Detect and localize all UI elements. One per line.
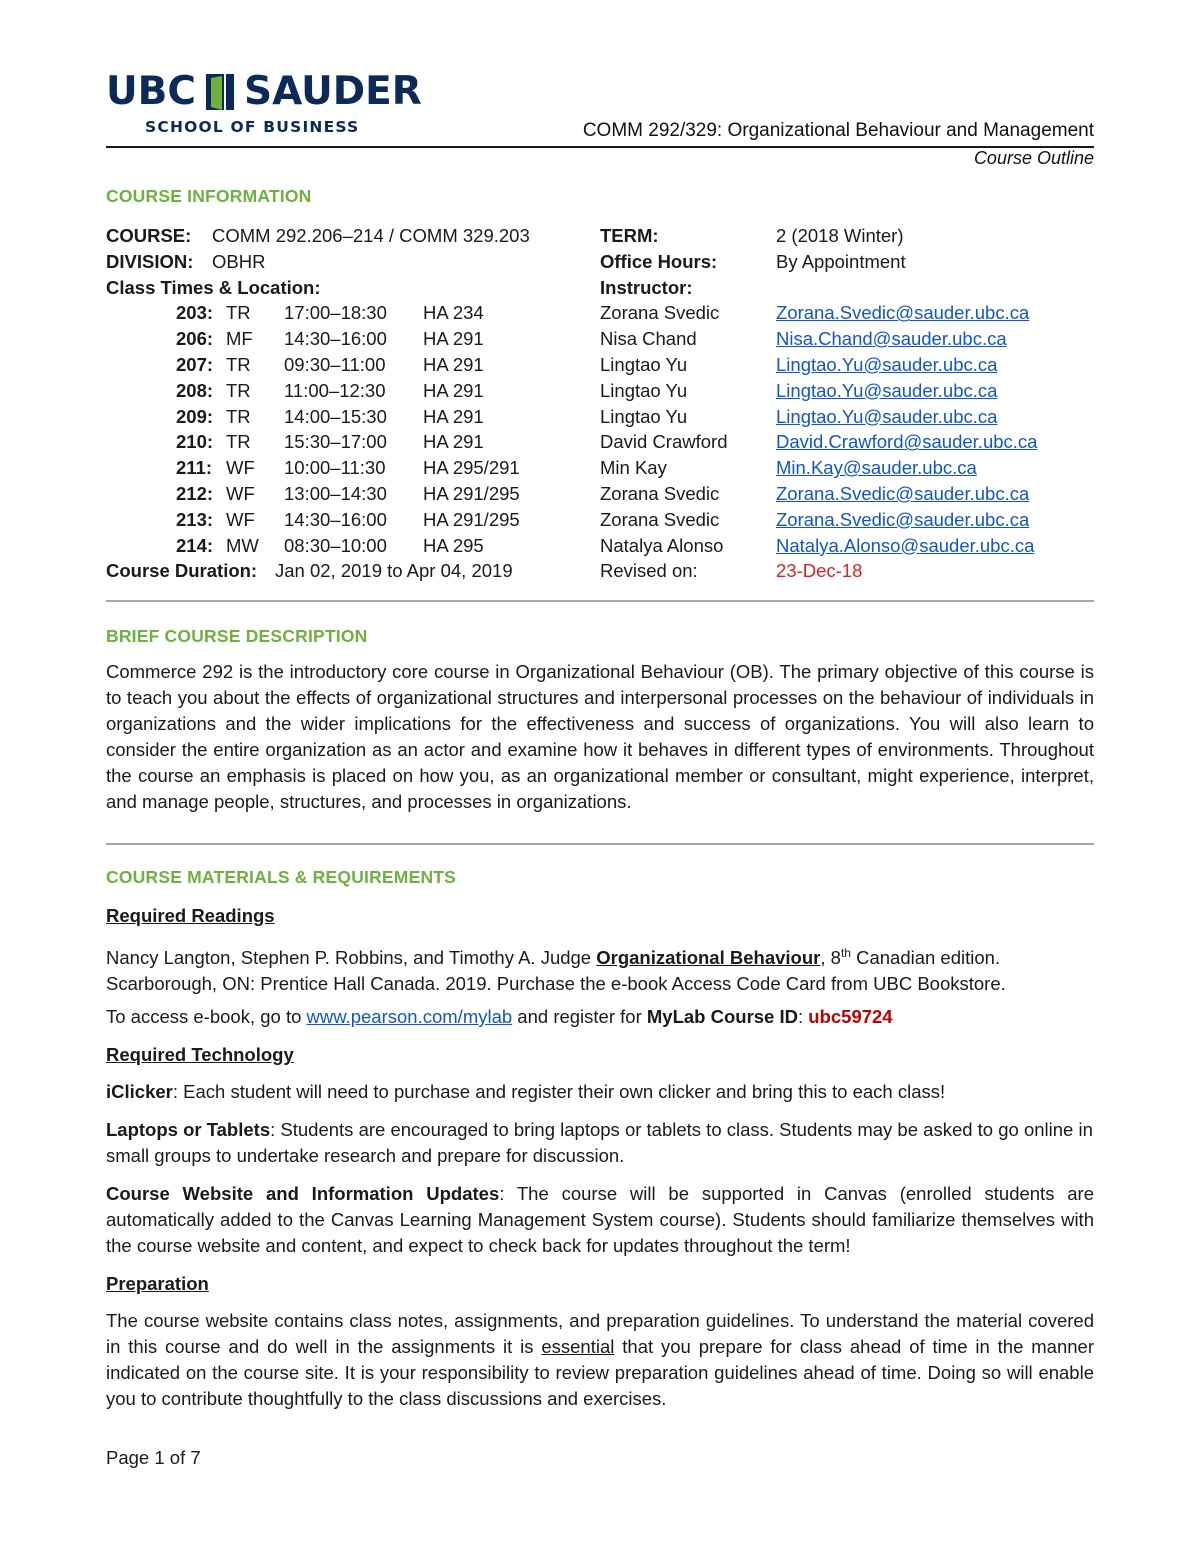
section-number: 209: xyxy=(176,405,214,427)
info-row-course xyxy=(106,223,1096,249)
section-days: MF xyxy=(226,328,253,350)
section-instructor: Zorana Svedic xyxy=(600,508,720,530)
section-time: 17:00–18:30 xyxy=(284,302,387,324)
instructor-email-link[interactable]: David.Crawford@sauder.ubc.ca xyxy=(776,431,1038,453)
ubc-sauder-logo xyxy=(106,70,422,136)
class-times-label: Class Times & Location: xyxy=(106,276,321,298)
section-heading-description: BRIEF COURSE DESCRIPTION xyxy=(106,626,368,646)
sections-list xyxy=(106,300,1096,558)
section-days: WF xyxy=(226,457,255,479)
revised-value: 23-Dec-18 xyxy=(776,560,863,582)
reading-edition-sup: th xyxy=(840,946,851,960)
instructor-email-link[interactable]: Natalya.Alonso@sauder.ubc.ca xyxy=(776,534,1035,556)
section-row xyxy=(106,507,1096,533)
section-row xyxy=(106,533,1096,559)
course-website-text: : The course will be supported in Canvas (enrolled students are automatically added to the Canvas Learning Management System course). Students should familiarize themselves with the course website and content, and expect to check back for updates throughout the term! xyxy=(106,1183,1095,1256)
reading-citation xyxy=(106,940,1094,997)
document-type: Course Outline xyxy=(973,148,1094,168)
course-website-requirement xyxy=(106,1181,1094,1259)
section-room: HA 291 xyxy=(423,431,484,453)
section-days: WF xyxy=(226,508,255,530)
laptops-text: : Students are encouraged to bring laptops or tablets to class. Students may be asked to go online in small groups to undertake research and prepare for discussion. xyxy=(106,1119,1093,1166)
section-number: 212: xyxy=(176,482,214,504)
division-label: DIVISION: xyxy=(106,250,194,272)
prep-text-post: that you prepare for class ahead of time in the manner indicated on the course site. It is your responsibility to review preparation guidelines ahead of time. Doing so will enable you to contribute thoughtfully to the class discussions and exercises. xyxy=(106,1336,1094,1409)
instructor-email-link[interactable]: Min.Kay@sauder.ubc.ca xyxy=(776,457,977,479)
instructor-email-link[interactable]: Lingtao.Yu@sauder.ubc.ca xyxy=(776,405,998,427)
section-room: HA 291 xyxy=(423,405,484,427)
section-row xyxy=(106,429,1096,455)
section-time: 14:30–16:00 xyxy=(284,328,387,350)
iclicker-label: iClicker xyxy=(106,1081,173,1102)
access-colon: : xyxy=(797,1006,809,1027)
duration-value: Jan 02, 2019 to Apr 04, 2019 xyxy=(275,560,513,582)
pearson-mylab-link[interactable]: www.pearson.com/mylab xyxy=(306,1006,513,1027)
section-number: 207: xyxy=(176,353,214,375)
section-number: 211: xyxy=(176,457,213,479)
section-row xyxy=(106,481,1096,507)
prep-emphasis: essential xyxy=(541,1336,615,1357)
section-room: HA 291/295 xyxy=(423,482,520,504)
mylab-course-id-label: MyLab Course ID xyxy=(646,1006,798,1027)
section-room: HA 295 xyxy=(423,534,484,556)
description-paragraph xyxy=(106,659,1094,815)
section-room: HA 291 xyxy=(423,379,484,401)
section-instructor: Natalya Alonso xyxy=(600,534,724,556)
section-time: 08:30–10:00 xyxy=(284,534,387,556)
section-room: HA 291/295 xyxy=(423,508,520,530)
logo-school-of-business: SCHOOL OF BUSINESS xyxy=(145,118,360,136)
info-row-duration xyxy=(106,558,1096,584)
description-text: Commerce 292 is the introductory core course in Organizational Behaviour (OB). The primary objective of this course is to teach you about the effects of organizational structures and interpersonal processes on the behaviour of individuals in organizations and the wider implications for the effectiveness and success of organizations. You will also learn to consider the entire organization as an actor and examine how it behaves in different types of environments. Throughout the course an emphasis is placed on how you, as an organizational member or consultant, might experience, interpret, and manage people, structures, and processes in organizations. xyxy=(106,661,1094,812)
reading-edition-suffix: Canadian edition. xyxy=(850,947,1001,969)
reading-edition: , 8 xyxy=(820,947,841,969)
section-room: HA 234 xyxy=(423,302,484,324)
instructor-email-link[interactable]: Lingtao.Yu@sauder.ubc.ca xyxy=(776,379,998,401)
reading-authors: Nancy Langton, Stephen P. Robbins, and Timothy A. Judge xyxy=(106,947,597,969)
term-value: 2 (2018 Winter) xyxy=(776,225,904,246)
section-days: TR xyxy=(226,353,251,375)
section-time: 15:30–17:00 xyxy=(284,431,387,453)
instructor-email-link[interactable]: Nisa.Chand@sauder.ubc.ca xyxy=(776,328,1007,350)
section-number: 214: xyxy=(176,534,214,556)
section-heading-course-information: COURSE INFORMATION xyxy=(106,186,312,206)
course-label: COURSE: xyxy=(106,225,192,246)
division-value: OBHR xyxy=(212,250,266,272)
section-instructor: Nisa Chand xyxy=(600,328,697,350)
section-divider xyxy=(106,843,1094,845)
section-row xyxy=(106,352,1096,378)
instructor-email-link[interactable]: Lingtao.Yu@sauder.ubc.ca xyxy=(776,353,998,375)
info-row-headings xyxy=(106,275,1096,301)
door-icon xyxy=(202,70,238,114)
header-divider xyxy=(106,146,1094,148)
section-row xyxy=(106,378,1096,404)
section-instructor: Zorana Svedic xyxy=(600,302,720,324)
course-website-label: Course Website and Information Updates xyxy=(106,1183,500,1204)
iclicker-text: : Each student will need to purchase and register their own clicker and bring this to each class! xyxy=(172,1081,946,1102)
access-text-pre: To access e-book, go to xyxy=(106,1006,307,1027)
logo-sauder-text: SAUDER xyxy=(244,69,422,114)
section-time: 13:00–14:30 xyxy=(284,482,387,504)
instructor-email-link[interactable]: Zorana.Svedic@sauder.ubc.ca xyxy=(776,508,1030,530)
section-time: 14:30–16:00 xyxy=(284,508,387,530)
section-divider xyxy=(106,600,1094,602)
revised-label: Revised on: xyxy=(600,560,698,582)
iclicker-requirement xyxy=(106,1079,1094,1105)
section-instructor: Lingtao Yu xyxy=(600,353,688,375)
section-time: 14:00–15:30 xyxy=(284,405,387,427)
section-instructor: Lingtao Yu xyxy=(600,379,688,401)
section-number: 210: xyxy=(176,431,214,453)
section-row xyxy=(106,300,1096,326)
office-hours-value: By Appointment xyxy=(776,250,906,272)
section-time: 10:00–11:30 xyxy=(284,457,386,479)
office-hours-label: Office Hours: xyxy=(600,250,718,272)
required-technology-heading: Required Technology xyxy=(106,1044,294,1065)
laptops-requirement xyxy=(106,1117,1094,1169)
section-room: HA 291 xyxy=(423,353,484,375)
instructor-email-link[interactable]: Zorana.Svedic@sauder.ubc.ca xyxy=(776,302,1030,324)
section-row xyxy=(106,326,1096,352)
page-number: Page 1 of 7 xyxy=(106,1447,201,1468)
ebook-access-line xyxy=(106,1004,1094,1030)
section-instructor: Min Kay xyxy=(600,457,667,479)
section-days: TR xyxy=(226,405,251,427)
duration-label: Course Duration: xyxy=(106,560,258,582)
section-time: 09:30–11:00 xyxy=(284,353,386,375)
section-number: 203: xyxy=(176,302,214,324)
logo-ubc-text: UBC xyxy=(106,69,197,114)
course-title: COMM 292/329: Organizational Behaviour and Management xyxy=(582,120,1094,141)
access-text-mid: and register for xyxy=(512,1006,647,1027)
section-heading-materials: COURSE MATERIALS & REQUIREMENTS xyxy=(106,867,457,887)
info-row-division xyxy=(106,249,1096,275)
preparation-paragraph xyxy=(106,1308,1094,1412)
section-days: MW xyxy=(226,534,259,556)
instructor-label: Instructor: xyxy=(600,276,693,298)
section-instructor: David Crawford xyxy=(600,431,728,453)
section-instructor: Zorana Svedic xyxy=(600,482,720,504)
section-row xyxy=(106,404,1096,430)
reading-book-title: Organizational Behaviour xyxy=(596,947,821,969)
section-days: TR xyxy=(226,431,251,453)
course-value: COMM 292.206–214 / COMM 329.203 xyxy=(212,225,530,246)
instructor-email-link[interactable]: Zorana.Svedic@sauder.ubc.ca xyxy=(776,482,1030,504)
mylab-course-id: ubc59724 xyxy=(808,1006,893,1027)
preparation-heading: Preparation xyxy=(106,1273,209,1294)
section-time: 11:00–12:30 xyxy=(284,379,386,401)
section-number: 206: xyxy=(176,328,214,350)
section-room: HA 291 xyxy=(423,328,484,350)
section-days: WF xyxy=(226,482,255,504)
prep-text-pre: The course website contains class notes, assignments, and preparation guidelines. To understand the material covered in this course and do well in the assignments it is xyxy=(106,1310,1094,1357)
required-readings-heading: Required Readings xyxy=(106,905,275,926)
section-instructor: Lingtao Yu xyxy=(600,405,688,427)
section-row xyxy=(106,455,1096,481)
section-days: TR xyxy=(226,379,251,401)
section-number: 213: xyxy=(176,508,214,530)
section-room: HA 295/291 xyxy=(423,457,520,479)
course-info-grid xyxy=(106,223,1096,584)
section-days: TR xyxy=(226,302,251,324)
reading-publisher: Scarborough, ON: Prentice Hall Canada. 2019. Purchase the e-book Access Code Card from UBC Bookstore. xyxy=(106,973,1006,995)
laptops-label: Laptops or Tablets xyxy=(106,1119,271,1140)
term-label: TERM: xyxy=(600,225,659,246)
section-number: 208: xyxy=(176,379,214,401)
